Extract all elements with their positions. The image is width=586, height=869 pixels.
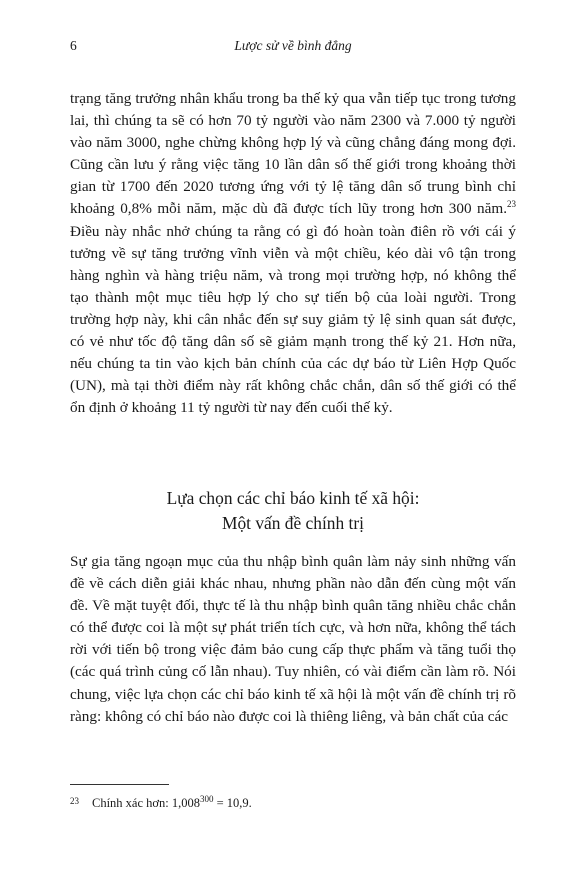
page-number: 6 — [70, 38, 77, 53]
section-heading — [70, 486, 516, 536]
paragraph-1 — [70, 88, 516, 419]
footnote-text — [92, 795, 252, 811]
footnote-text-b: = 10,9. — [213, 796, 252, 810]
running-title: Lược sử về bình đẳng — [234, 38, 352, 53]
footnote-exponent: 300 — [200, 793, 214, 804]
paragraph-1-text-a: trạng tăng trưởng nhân khẩu trong ba thế kỷ qua vẫn tiếp tục trong tương lai, thì chúng ta sẽ có hơn 70 tỷ người vào năm 2300 và 7.000 tỷ người vào năm 3000, nghe chừng không hợp lý và cũng chẳng đáng mong đợi. Cũng cần lưu ý rằng việc tăng 10 lần dân số thế giới trong khoảng thời gian từ 1700 đến 2020 tương ứng với tỷ lệ tăng dân số trung bình chỉ khoảng 0,8% mỗi năm, mặc dù đã được tích lũy trong hơn 300 năm. — [70, 90, 516, 218]
footnote-divider — [70, 784, 169, 785]
footnote-reference[interactable]: 23 — [507, 199, 516, 210]
paragraph-1-text-b: Điều này nhắc nhở chúng ta rằng có gì đó hoàn toàn điên rồ với cái ý tưởng về sự tăng trưởng vĩnh viễn và một chiều, kéo dài vô tận trong hàng nghìn và hàng triệu năm, và trong mọi trường hợp, nó không thể tạo thành một mục tiêu hợp lý cho sự tiến bộ của loài người. Trong trường hợp này, khi cân nhắc đến sự suy giảm tỷ lệ sinh quan sát được, có vẻ như tốc độ tăng dân số sẽ giảm mạnh trong thế kỷ 21. Hơn nữa, nếu chúng ta tin vào kịch bản chính của các dự báo từ Liên Hợp Quốc (UN), mà tại thời điểm này rất không chắc chắn, dân số thế giới có thể ổn định ở khoảng 11 tỷ người từ nay đến cuối thế kỷ. — [70, 222, 516, 417]
footnote-number: 23 — [70, 796, 79, 806]
section-heading-line-2: Một vấn đề chính trị — [222, 513, 364, 533]
footnote-text-a: Chính xác hơn: 1,008 — [92, 796, 200, 810]
section-heading-line-1: Lựa chọn các chỉ báo kinh tế xã hội: — [166, 488, 420, 508]
paragraph-2: Sự gia tăng ngoạn mục của thu nhập bình quân làm nảy sinh những vấn đề về cách diễn giải khác nhau, nhưng phần nào dẫn đến cùng một vấn đề. Về mặt tuyệt đối, thực tế là thu nhập bình quân tăng nhiều chắc chắn có thể được coi là một sự phát triển tích cực, và hơn nữa, không thể tách rời với tiến bộ trong việc đảm bảo cung cấp thực phẩm và tăng tuổi thọ (các quá trình củng cố lẫn nhau). Tuy nhiên, có vài điểm cần làm rõ. Nói chung, việc lựa chọn các chỉ báo kinh tế xã hội là một vấn đề chính trị rõ ràng: không có chỉ báo nào được coi là thiêng liêng, và bản chất của các — [70, 553, 516, 725]
running-header — [70, 38, 516, 58]
